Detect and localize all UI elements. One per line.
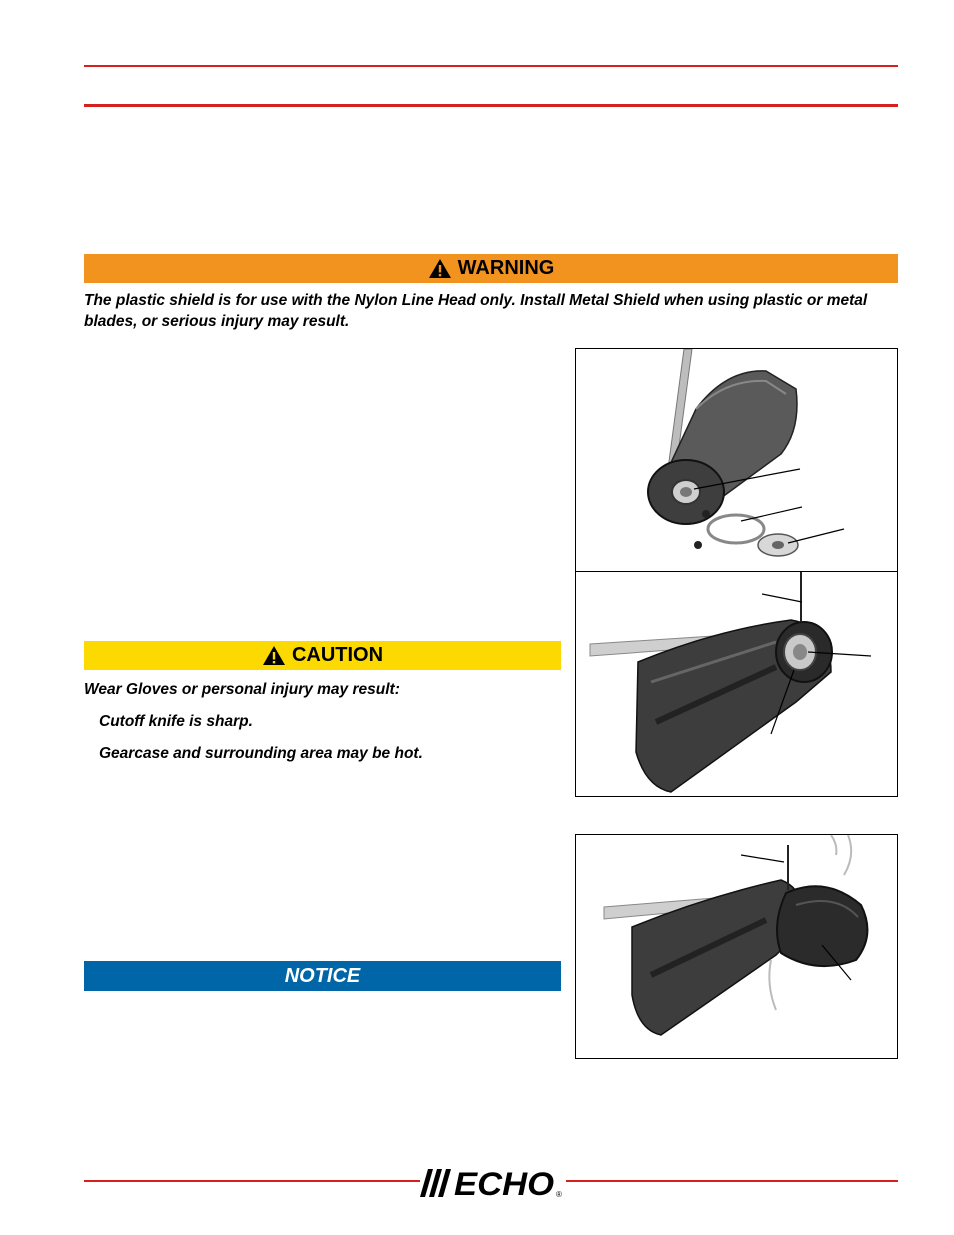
caution-intro: Wear Gloves or personal injury may result: (84, 681, 400, 698)
echo-logo-mark (420, 1167, 566, 1199)
notice-title: NOTICE (284, 964, 361, 987)
warning-triangle-icon (428, 258, 452, 279)
warning-banner (84, 254, 898, 283)
warning-text: The plastic shield is for use with the Nylon Line Head only. Install Metal Shield when using plastic or metal blades, or serious injury may result. (84, 292, 868, 330)
echo-logo (420, 1167, 566, 1199)
photo-shield-underside (575, 571, 898, 797)
photo-line-head-installed (575, 834, 898, 1059)
caution-triangle-icon (262, 645, 286, 666)
registered-mark: ® (556, 1190, 562, 1199)
caution-title: CAUTION (291, 644, 384, 666)
notice-banner (84, 961, 561, 991)
echo-logo-text: ECHO (454, 1167, 555, 1199)
caution-item-1: Cutoff knife is sharp. (99, 713, 253, 730)
warning-title: WARNING (457, 257, 555, 279)
caution-banner (84, 641, 561, 670)
caution-item-2: Gearcase and surrounding area may be hot. (99, 745, 423, 762)
top-rule-2 (84, 104, 898, 107)
photo-gearcase-parts (575, 348, 898, 573)
top-rule-1 (84, 65, 898, 67)
